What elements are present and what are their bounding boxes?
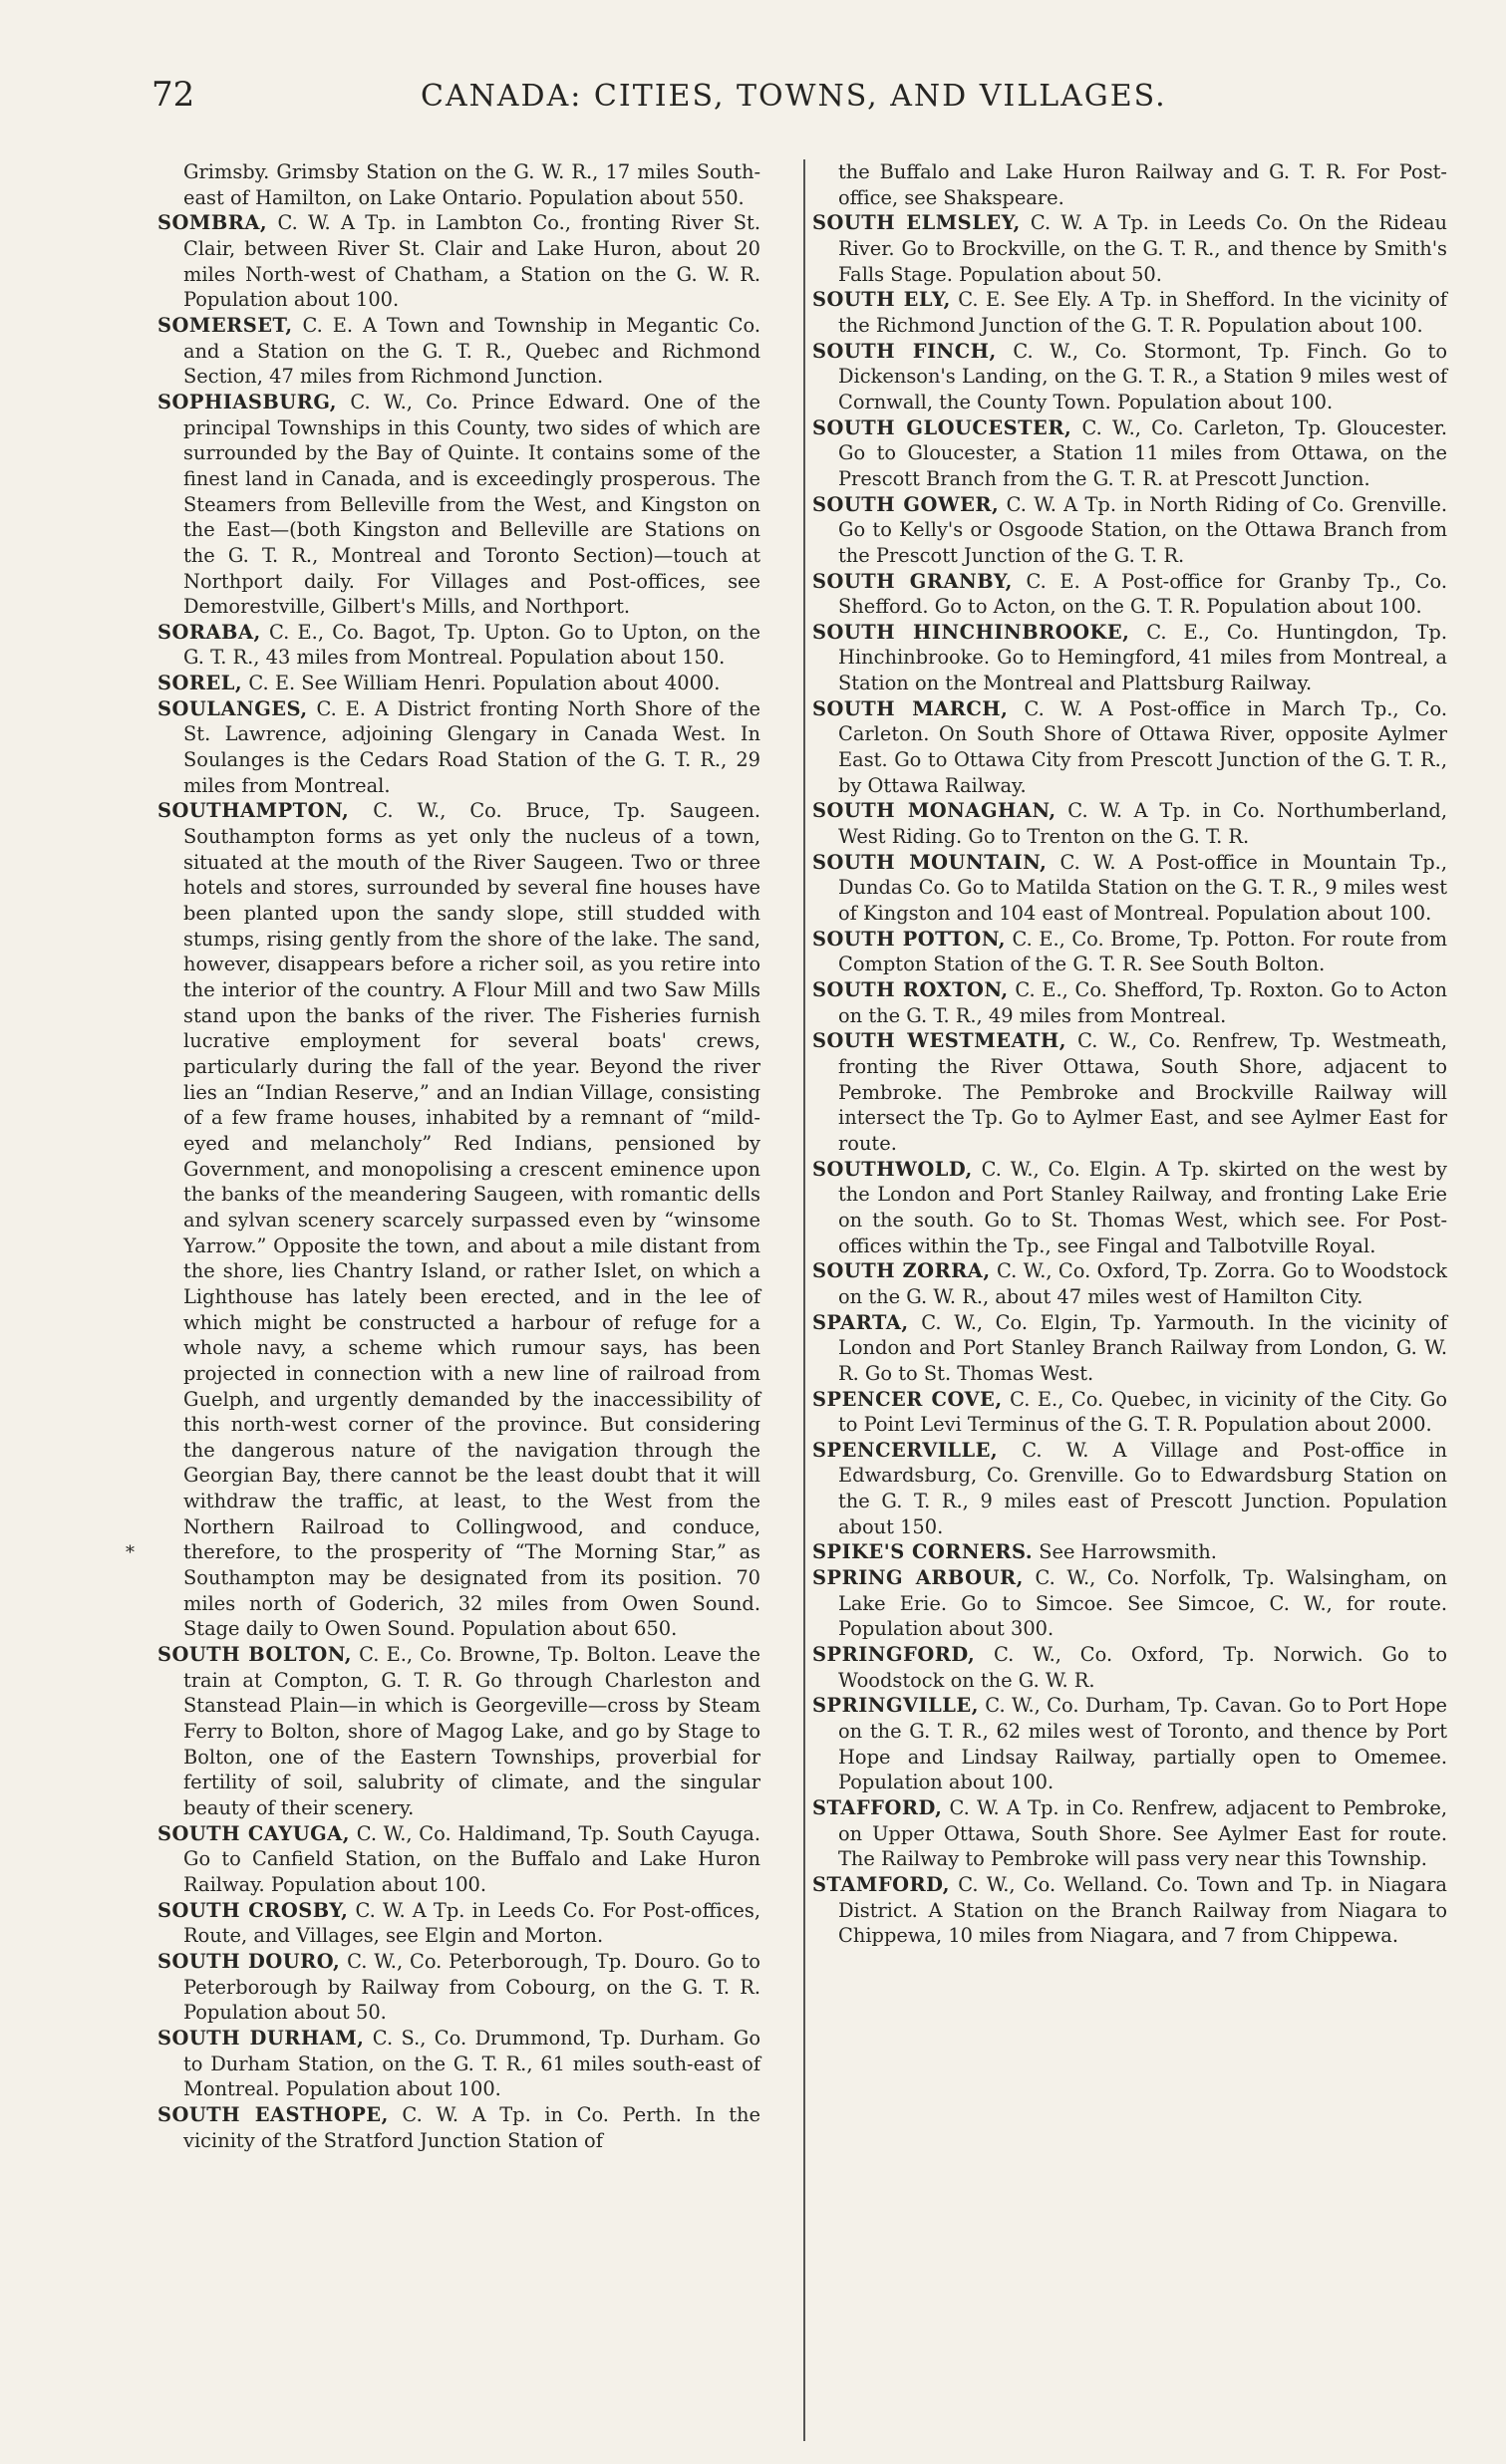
gazetteer-entry [812, 850, 1447, 927]
entry-text: C. W., Co. Stormont, Tp. Finch. Go to Dickenson's Landing, on the G. T. R., a Station 9 miles west of Cornwall, the County Town. Population about 100. [838, 339, 1448, 413]
gazetteer-entry [812, 620, 1447, 696]
page-header [151, 75, 1387, 125]
entry-headword: SOUTH HINCHINBROOKE, [812, 620, 1130, 644]
entry-text: Grimsby. Grimsby Station on the G. W. R., 17 miles South-east of Hamilton, on Lake Ontario. Population about 550. [183, 160, 760, 209]
entry-text: C. E. See Ely. A Tp. in Shefford. In the vicinity of the Richmond Junction of the G. T. R. Population about 100. [838, 288, 1447, 337]
entry-headword: SPENCER COVE, [812, 1387, 1003, 1411]
gazetteer-entry [812, 1258, 1447, 1309]
gazetteer-entry [812, 1795, 1447, 1872]
gazetteer-entry [157, 798, 760, 1642]
entry-headword: SOUTH MOUNTAIN, [812, 850, 1048, 874]
entry-headword: SOUTH FINCH, [812, 339, 997, 363]
column-divider [803, 159, 805, 2441]
entry-headword: SPRING ARBOUR, [812, 1566, 1024, 1590]
entry-text: C. E. A Post-office for Granby Tp., Co. Shefford. Go to Acton, on the G. T. R. Population about 100. [838, 569, 1447, 619]
entry-text: C. W., Co. Renfrew, Tp. Westmeath, fronting the River Ottawa, South Shore, adjacent to Pembroke. The Pembroke and Brockville Railway will intersect the Tp. Go to Aylmer East, and see Aylmer East for route. [838, 1029, 1447, 1155]
entry-headword: SOPHIASBURG, [157, 390, 337, 413]
gazetteer-entry [812, 492, 1447, 569]
entry-headword: SOREL, [157, 672, 243, 695]
gazetteer-entry [812, 287, 1447, 338]
entry-text: See Harrowsmith. [1033, 1540, 1217, 1564]
gazetteer-entry [812, 415, 1447, 492]
running-head: CANADA: CITIES, TOWNS, AND VILLAGES. [421, 79, 1167, 114]
entry-text: C. E. A Town and Township in Megantic Co. and a Station on the G. T. R., Quebec and Richmond Section, 47 miles from Richmond Junction. [183, 313, 760, 389]
entry-headword: SOUTH CROSBY, [157, 1898, 349, 1922]
entry-text: C. E., Co. Bagot, Tp. Upton. Go to Upton, on the G. T. R., 43 miles from Montreal. Population about 150. [183, 620, 760, 670]
entry-headword: SOUTH GOWER, [812, 492, 1000, 516]
entry-headword: SOUTH MONAGHAN, [812, 799, 1056, 823]
entry-headword: SPRINGFORD, [812, 1643, 976, 1667]
entry-text: C. W., Co. Carleton, Tp. Gloucester. Go to Gloucester, a Station 11 miles from Ottawa, on the Prescott Branch from the G. T. R. at Prescott Junction. [838, 415, 1448, 490]
gazetteer-entry [157, 2026, 760, 2102]
entry-headword: SPRINGVILLE, [812, 1694, 979, 1718]
entry-headword: SOUTH CAYUGA, [157, 1821, 350, 1845]
entry-text: the Buffalo and Lake Huron Railway and G. T. R. For Post-office, see Shakspeare. [838, 160, 1447, 209]
entry-text: C. W. A Tp. in Leeds Co. For Post-offices, Route, and Villages, see Elgin and Morton. [183, 1898, 761, 1948]
entry-headword: STAFFORD, [812, 1796, 943, 1819]
gazetteer-entry [157, 313, 760, 390]
gazetteer-entry [157, 1642, 760, 1821]
entry-headword: SOUTH MARCH, [812, 696, 1009, 720]
gazetteer-entry [812, 569, 1447, 620]
entry-text: C. E. A District fronting North Shore of the St. Lawrence, adjoining Glengary in Canada West. In Soulanges is the Cedars Road Station of the G. T. R., 29 miles from Montreal. [183, 696, 760, 797]
entry-text: C. W. A Tp. in Lambton Co., fronting River St. Clair, between River St. Clair and Lake Huron, about 20 miles North-west of Chatham, a Station on the G. W. R. Population about 100. [183, 211, 760, 312]
entry-headword: SOUTH DURHAM, [157, 2026, 365, 2050]
gazetteer-entry [812, 159, 1447, 210]
entry-text: C. W. A Tp. in Leeds Co. On the Rideau River. Go to Brockville, on the G. T. R., and thence by Smith's Falls Stage. Population about 50. [838, 211, 1447, 286]
gazetteer-entry [812, 977, 1447, 1028]
gazetteer-entry [157, 671, 760, 696]
entry-headword: SOUTH BOLTON, [157, 1643, 353, 1667]
entry-text: C. W., Co. Oxford, Tp. Norwich. Go to Woodstock on the G. W. R. [838, 1643, 1447, 1692]
entry-text: C. E., Co. Huntingdon, Tp. Hinchinbrooke. Go to Hemingford, 41 miles from Montreal, a Station on the Montreal and Plattsburg Railway. [838, 620, 1447, 695]
entry-text: C. W., Co. Bruce, Tp. Saugeen. Southampton forms as yet only the nucleus of a town, situated at the mouth of the River Saugeen. Two or three hotels and stores, surrounded by several fine houses have been planted upon the sandy slope, still studded with stumps, rising gently from the shore of the lake. The sand, however, disappears before a richer soil, as you retire into the interior of the country. A Flour Mill and two Saw Mills stand upon the banks of the river. The Fisheries furnish lucrative employment for several boats' crews, particularly during the fall of the year. Beyond the river lies an “Indian Reserve,” and an Indian Village, consisting of a few frame houses, inhabited by a remnant of “mild-eyed and melancholy” Red Indians, pensioned by Government, and monopolising a crescent eminence upon the banks of the meandering Saugeen, with romantic dells and sylvan scenery scarcely surpassed even by “winsome Yarrow.” Opposite the town, and about a mile distant from the shore, lies Chantry Island, or rather Islet, on which a Lighthouse has lately been erected, and in the lee of which might be constructed a harbour of refuge for a whole navy, a scheme which rumour says, has been projected in connection with a new line of railroad from Guelph, and urgently demanded by the inaccessibility of this north-west corner of the province. But considering the dangerous nature of the navigation through the Georgian Bay, there cannot be the least doubt that it will withdraw the traffic, at least, to the West from the Northern Railroad to Collingwood, and conduce, therefore, to the prosperity of “The Morning Star,” as Southampton may be designated from its position. 70 miles north of Goderich, 32 miles from Owen Sound. Stage daily to Owen Sound. Population about 650. [183, 799, 760, 1641]
entry-text: C. E. See William Henri. Population about 4000. [242, 672, 721, 695]
entry-text: C. W., Co. Peterborough, Tp. Douro. Go to Peterborough by Railway from Cobourg, on the G. T. R. Population about 50. [183, 1949, 760, 2025]
entry-text: C. W. A Tp. in North Riding of Co. Grenville. Go to Kelly's or Osgoode Station, on the Ottawa Branch from the Prescott Junction of the G. T. R. [838, 492, 1447, 567]
gazetteer-entry [812, 1642, 1447, 1693]
entry-text: C. W., Co. Oxford, Tp. Zorra. Go to Woodstock on the G. W. R., about 47 miles west of Hamilton City. [838, 1259, 1447, 1308]
entry-headword: SPENCERVILLE, [812, 1438, 999, 1462]
entry-headword: SOUTHAMPTON, [157, 799, 350, 823]
left-column [157, 159, 760, 2153]
entry-text: C. W. A Village and Post-office in Edwardsburg, Co. Grenville. Go to Edwardsburg Station on the G. T. R., 9 miles east of Prescott Junction. Population about 150. [838, 1438, 1447, 1538]
entry-headword: SOUTH DOURO, [157, 1949, 341, 1973]
page-number: 72 [151, 75, 195, 115]
gazetteer-entry [812, 1539, 1447, 1565]
gazetteer-entry [812, 927, 1447, 977]
gazetteer-entry [812, 210, 1447, 287]
entry-text: C. W. A Tp. in Co. Renfrew, adjacent to Pembroke, on Upper Ottawa, South Shore. See Aylmer East for route. The Railway to Pembroke will pass very near this Township. [838, 1796, 1447, 1871]
gazetteer-entry [157, 390, 760, 620]
entry-text: C. W. A Post-office in March Tp., Co. Carleton. On South Shore of Ottawa River, opposite Aylmer East. Go to Ottawa City from Prescott Junction of the G. T. R., by Ottawa Railway. [838, 696, 1447, 797]
gazetteer-entry [157, 696, 760, 799]
right-column [812, 159, 1447, 1949]
entry-text: C. W., Co. Elgin. A Tp. skirted on the west by the London and Port Stanley Railway, and fronting Lake Erie on the south. Go to St. Thomas West, which see. For Post-offices within the Tp., see Fingal and Talbotville Royal. [838, 1157, 1447, 1257]
gazetteer-entry [812, 339, 1447, 415]
entry-text: C. W., Co. Welland. Co. Town and Tp. in Niagara District. A Station on the Branch Railway from Niagara to Chippewa, 10 miles from Niagara, and 7 from Chippewa. [838, 1872, 1447, 1948]
gazetteer-entry [157, 620, 760, 671]
entry-text: C. W. A Post-office in Mountain Tp., Dundas Co. Go to Matilda Station on the G. T. R., 9 miles west of Kingston and 104 east of Montreal. Population about 100. [838, 850, 1448, 926]
gazetteer-entry [157, 1949, 760, 2026]
entry-text: C. W. A Tp. in Co. Perth. In the vicinity of the Stratford Junction Station of [183, 2102, 760, 2152]
entry-headword: SOUTH ROXTON, [812, 978, 1009, 1001]
gazetteer-entry [812, 696, 1447, 799]
entry-headword: SORABA, [157, 620, 261, 644]
entry-headword: SOUTHWOLD, [812, 1157, 973, 1181]
entry-headword: SOUTH ELY, [812, 288, 951, 312]
gazetteer-entry [812, 1693, 1447, 1795]
entry-text: C. W., Co. Norfolk, Tp. Walsingham, on Lake Erie. Go to Simcoe. See Simcoe, C. W., for route. Population about 300. [838, 1566, 1447, 1641]
gazetteer-entry [812, 1565, 1447, 1642]
entry-headword: SOUTH ZORRA, [812, 1259, 991, 1283]
gazetteer-entry [812, 1438, 1447, 1540]
entry-headword: SOUTH GLOUCESTER, [812, 415, 1072, 439]
entry-text: C. E., Co. Quebec, in vicinity of the City. Go to Point Levi Terminus of the G. T. R. Population about 2000. [838, 1387, 1447, 1437]
entry-headword: STAMFORD, [812, 1872, 951, 1896]
gazetteer-entry [157, 1898, 760, 1949]
entry-text: C. W., Co. Haldimand, Tp. South Cayuga. Go to Canfield Station, on the Buffalo and Lake Huron Railway. Population about 100. [183, 1821, 760, 1896]
gazetteer-entry [812, 798, 1447, 849]
gazetteer-entry [812, 1387, 1447, 1438]
entry-headword: SOUTH POTTON, [812, 927, 1006, 951]
entry-text: C. W., Co. Durham, Tp. Cavan. Go to Port Hope on the G. T. R., 62 miles west of Toronto, and thence by Port Hope and Lindsay Railway, partially open to Omemee. Population about 100. [838, 1694, 1447, 1794]
entry-text: C. S., Co. Drummond, Tp. Durham. Go to Durham Station, on the G. T. R., 61 miles south-east of Montreal. Population about 100. [183, 2026, 760, 2101]
gazetteer-entry [157, 2102, 760, 2153]
gazetteer-entry [812, 1310, 1447, 1387]
entry-text: C. E., Co. Brome, Tp. Potton. For route from Compton Station of the G. T. R. See South Bolton. [838, 927, 1448, 976]
gazetteer-entry [812, 1157, 1447, 1259]
entry-headword: SOULANGES, [157, 696, 308, 720]
entry-text: C. W., Co. Elgin, Tp. Yarmouth. In the vicinity of London and Port Stanley Branch Railway from London, G. W. R. Go to St. Thomas West. [838, 1310, 1447, 1385]
gazetteer-entry [812, 1872, 1447, 1949]
entry-text: C. W. A Tp. in Co. Northumberland, West Riding. Go to Trenton on the G. T. R. [838, 799, 1447, 849]
gazetteer-entry [157, 210, 760, 313]
gazetteer-entry [157, 1821, 760, 1898]
entry-headword: SOUTH GRANBY, [812, 569, 1013, 593]
gazetteer-entry [812, 1028, 1447, 1156]
entry-text: C. W., Co. Prince Edward. One of the principal Townships in this County, two sides of which are surrounded by the Bay of Quinte. It contains some of the finest land in Canada, and is exceedingly prosperous. The Steamers from Belleville from the West, and Kingston on the East—(both Kingston and Belleville are Stations on the G. T. R., Montreal and Toronto Section)—touch at Northport daily. For Villages and Post-offices, see Demorestville, Gilbert's Mills, and Northport. [183, 390, 760, 619]
entry-headword: SPIKE'S CORNERS. [812, 1540, 1034, 1564]
entry-headword: SPARTA, [812, 1310, 909, 1334]
entry-headword: SOMBRA, [157, 211, 268, 235]
gazetteer-entry [157, 159, 760, 210]
entry-headword: SOMERSET, [157, 313, 293, 337]
entry-text: C. E., Co. Shefford, Tp. Roxton. Go to Acton on the G. T. R., 49 miles from Montreal. [838, 978, 1447, 1027]
entry-headword: SOUTH EASTHOPE, [157, 2102, 389, 2126]
margin-mark: * [126, 1542, 135, 1563]
entry-headword: SOUTH ELMSLEY, [812, 211, 1021, 235]
entry-text: C. E., Co. Browne, Tp. Bolton. Leave the train at Compton, G. T. R. Go through Charleston and Stanstead Plain—in which is Georgeville—cross by Steam Ferry to Bolton, shore of Magog Lake, and go by Stage to Bolton, one of the Eastern Townships, proverbial for fertility of soil, salubrity of climate, and the singular beauty of their scenery. [183, 1643, 760, 1819]
entry-headword: SOUTH WESTMEATH, [812, 1029, 1066, 1053]
